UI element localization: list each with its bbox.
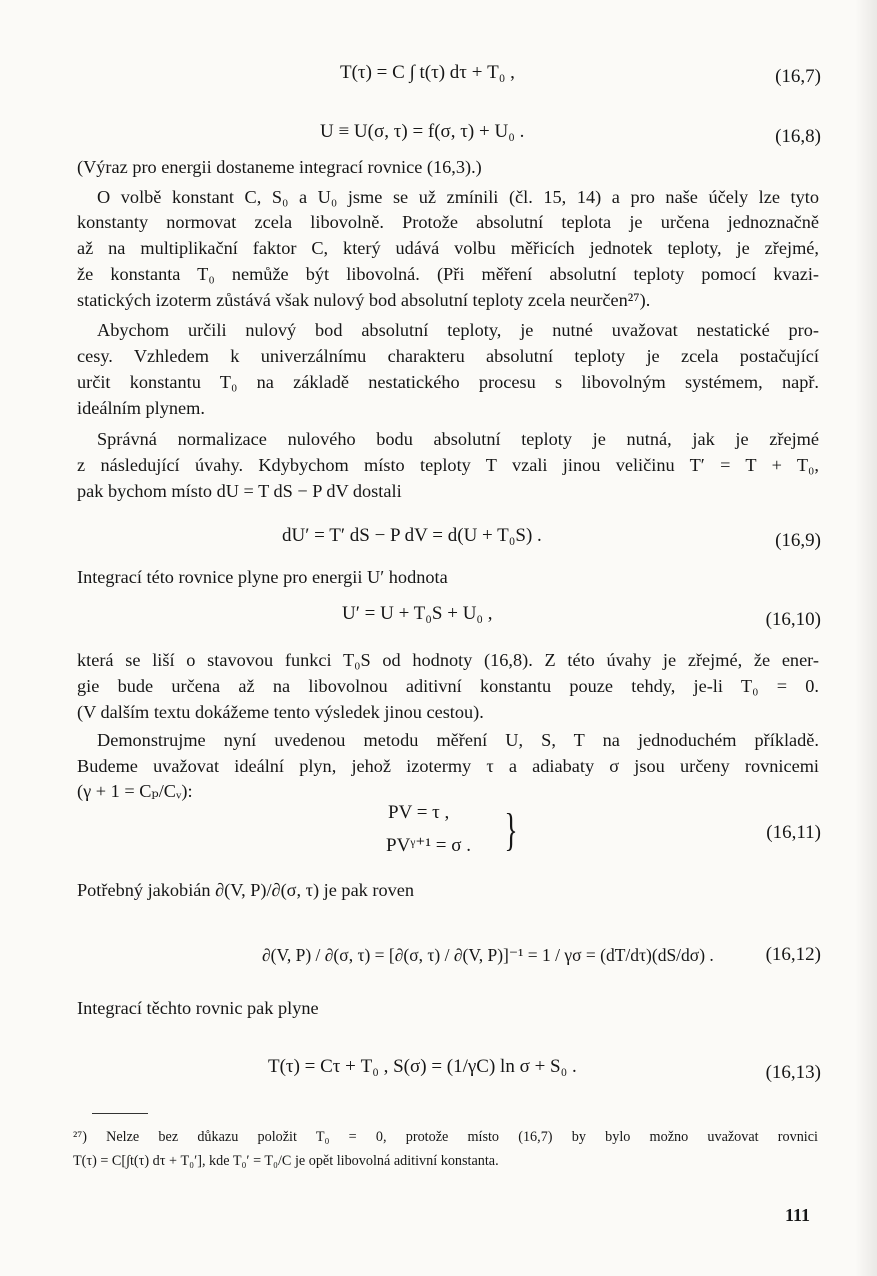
text-line: Integrací těchto rovnic pak plyne — [77, 998, 319, 1018]
equation-number-16-7: (16,7) — [775, 66, 821, 87]
text-line: že konstanta T₀ nemůže být libovolná. (Při měření absolutní teploty pomocí kvazi- — [77, 264, 819, 284]
equation-number-16-12: (16,12) — [765, 944, 821, 965]
page-number: 111 — [785, 1205, 811, 1225]
text-line: ideálním plynem. — [77, 398, 205, 418]
equation-16-11-line1: PV = τ , — [388, 802, 450, 823]
equation-16-7: T(τ) = C ∫ t(τ) dτ + T₀ , — [340, 62, 515, 83]
text-line: která se liší o stavovou funkci T₀S od hodnoty (16,8). Z této úvahy je zřejmé, že ener- — [77, 650, 819, 670]
text-line: pak bychom místo dU = T dS − P dV dostali — [77, 481, 402, 501]
footnote-rule — [92, 1113, 148, 1114]
equation-16-11-line2: PVᵞ⁺¹ = σ . — [386, 835, 472, 856]
right-brace-icon: } — [504, 804, 518, 855]
footnote-line: ²⁷) Nelze bez důkazu položit T₀ = 0, protože místo (16,7) by bylo možno uvažovat rovnici — [73, 1129, 818, 1145]
footnote-line: T(τ) = C[∫t(τ) dτ + T₀′], kde T₀′ = T₀/C je opět libovolná aditivní konstanta. — [73, 1153, 499, 1169]
equation-number-16-13: (16,13) — [765, 1062, 821, 1083]
text-line: z následující úvahy. Kdybychom místo teploty T vzali jinou veličinu T′ = T + T₀, — [77, 455, 819, 475]
equation-number-16-9: (16,9) — [775, 530, 821, 551]
text-line: Budeme uvažovat ideální plyn, jehož izotermy τ a adiabaty σ jsou určeny rovnicemi — [77, 756, 819, 776]
text-line: statických izoterm zůstává však nulový bod absolutní teploty zcela neurčen²⁷). — [77, 290, 651, 310]
text-line: Demonstrujme nyní uvedenou metodu měření U, S, T na jednoduchém příkladě. — [97, 730, 819, 750]
equation-16-10: U′ = U + T₀S + U₀ , — [342, 603, 493, 624]
text-line: Správná normalizace nulového bodu absolutní teploty je nutná, jak je zřejmé — [97, 429, 819, 449]
text-line: Integrací této rovnice plyne pro energii U′ hodnota — [77, 567, 448, 587]
text-line: až na multiplikační faktor C, který udává volbu měřicích jednotek teploty, je zřejmé, — [77, 238, 819, 258]
equation-16-9: dU′ = T′ dS − P dV = d(U + T₀S) . — [282, 525, 542, 546]
text-line: Potřebný jakobián ∂(V, P)/∂(σ, τ) je pak roven — [77, 880, 415, 900]
text-line: (γ + 1 = Cₚ/Cᵥ): — [77, 781, 193, 801]
equation-16-13: T(τ) = Cτ + T₀ , S(σ) = (1/γC) ln σ + S₀ . — [268, 1056, 577, 1077]
text-line: konstanty normovat zcela libovolně. Protože absolutní teplota je určena jednoznačně — [77, 212, 819, 232]
text-line: O volbě konstant C, S₀ a U₀ jsme se už zmínili (čl. 15, 14) a pro naše účely lze tyto — [97, 187, 819, 207]
equation-16-12: ∂(V, P) / ∂(σ, τ) = [∂(σ, τ) / ∂(V, P)]⁻¹ = 1 / γσ = (dT/dτ)(dS/dσ) . — [262, 945, 714, 965]
text-line: gie bude určena až na libovolnou aditivní konstantu pouze tehdy, je-li T₀ = 0. — [77, 676, 819, 696]
text-line: určit konstantu T₀ na základě nestatického procesu s libovolným systémem, např. — [77, 372, 819, 392]
equation-16-8: U ≡ U(σ, τ) = f(σ, τ) + U₀ . — [320, 121, 525, 142]
equation-number-16-8: (16,8) — [775, 126, 821, 147]
equation-number-16-11: (16,11) — [766, 822, 821, 843]
equation-number-16-10: (16,10) — [765, 609, 821, 630]
text-line: (V dalším textu dokážeme tento výsledek jinou cestou). — [77, 702, 484, 722]
page-edge-shadow — [855, 0, 877, 1276]
text-line: cesy. Vzhledem k univerzálnímu charakteru absolutní teploty je zcela postačující — [77, 346, 819, 366]
text-line: Abychom určili nulový bod absolutní teploty, je nutné uvažovat nestatické pro- — [97, 320, 819, 340]
text-line: (Výraz pro energii dostaneme integrací rovnice (16,3).) — [77, 157, 482, 177]
